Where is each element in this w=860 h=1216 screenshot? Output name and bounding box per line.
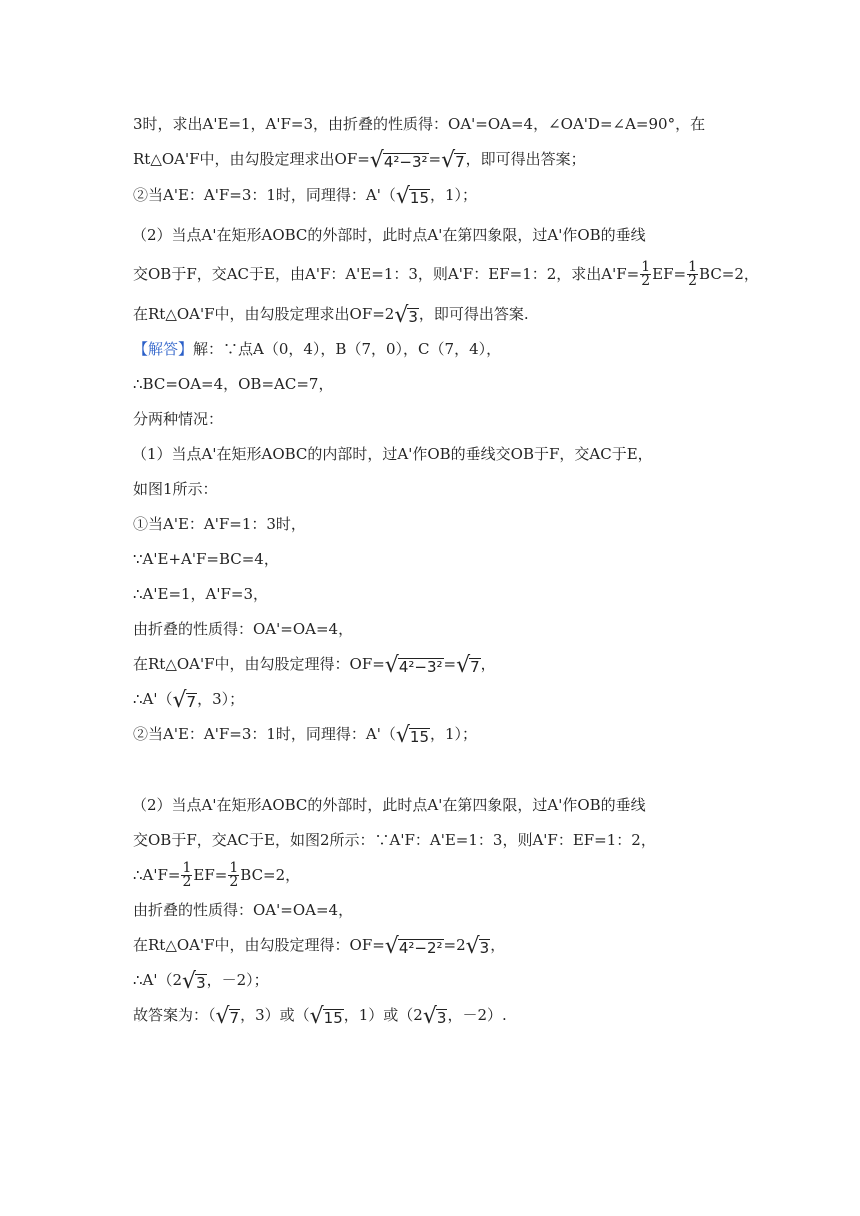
radicand: 7 <box>470 658 480 676</box>
square-root-icon: √ <box>394 302 409 328</box>
document-line <box>133 681 860 715</box>
line-text: 在Rt△OA'F中，由勾股定理得：OF= <box>133 655 385 673</box>
line-text: Rt△OA'F中，由勾股定理求出OF= <box>133 150 370 168</box>
radicand: 3 <box>196 974 206 992</box>
line-text: ①当A'E：A'F=1：3时， <box>133 515 306 533</box>
document-line <box>133 822 860 856</box>
document-line <box>133 962 860 996</box>
line-text: ， <box>490 936 506 954</box>
line-text: ∴BC=OA=4，OB=AC=7， <box>133 375 334 393</box>
line-text: 交OB于F，交AC于E，如图2所示：∵A'F：A'E=1：3，则A'F：EF=1：2， <box>133 831 656 849</box>
radicand: 4²−3² <box>398 658 443 676</box>
line-text: 在Rt△OA'F中，由勾股定理求出OF=2 <box>133 305 395 323</box>
document-line <box>133 927 860 961</box>
line-text: =2 <box>443 936 466 954</box>
line-text: ∵A'E+A'F=BC=4， <box>133 550 279 568</box>
document-line <box>133 141 860 175</box>
line-text: ， <box>480 655 496 673</box>
line-text: 交OB于F，交AC于E，由A'F：A'E=1：3，则A'F：EF=1：2，求出A'F= <box>133 265 640 283</box>
square-root-expression <box>423 998 448 1032</box>
line-text: ，3）； <box>197 690 245 708</box>
line-text: ②当A'E：A'F=3：1时，同理得：A'（ <box>133 725 396 743</box>
line-text: BC=2， <box>240 866 301 884</box>
document-line <box>133 857 860 891</box>
line-text: BC=2， <box>699 265 759 283</box>
radicand: 15 <box>409 189 430 207</box>
document-line <box>133 471 860 505</box>
square-root-icon: √ <box>384 933 399 959</box>
radicand: 15 <box>323 1009 343 1027</box>
line-text: ，1）； <box>430 725 478 743</box>
square-root-expression <box>385 647 444 681</box>
fraction-denominator: 2 <box>229 873 239 890</box>
line-text: ∴A'（2 <box>133 971 183 989</box>
square-root-icon: √ <box>215 1003 230 1029</box>
square-root-expression <box>396 178 430 212</box>
square-root-expression <box>310 998 344 1032</box>
document-line <box>133 177 860 211</box>
square-root-icon: √ <box>422 1003 437 1029</box>
square-root-expression <box>216 998 241 1032</box>
document-line <box>133 506 860 540</box>
document-line <box>133 366 860 400</box>
line-text: = <box>428 150 442 168</box>
line-text: （1）当点A'在矩形AOBC的内部时，过A'作OB的垂线交OB于F，交AC于E， <box>132 445 653 463</box>
line-text: 解：∵点A（0，4），B（7，0），C（7，4）， <box>193 340 502 358</box>
fraction-denominator: 2 <box>182 873 192 890</box>
line-text: 3时，求出A'E=1，A'F=3，由折叠的性质得：OA'=OA=4，∠OA'D=∠A=90°，在 <box>133 115 706 133</box>
line-text: 在Rt△OA'F中，由勾股定理得：OF= <box>133 936 385 954</box>
document-line <box>133 256 860 290</box>
radicand: 3 <box>408 308 418 326</box>
line-text: ，1）； <box>430 186 478 204</box>
line-text: ，－2）. <box>447 1006 507 1024</box>
radicand: 4²−3² <box>383 153 428 171</box>
fraction-numerator: 1 <box>641 258 651 275</box>
document-line <box>133 331 860 365</box>
radicand: 7 <box>186 693 197 711</box>
document-line <box>133 106 860 140</box>
line-text: 由折叠的性质得：OA'=OA=4， <box>133 620 354 638</box>
document-line <box>133 401 860 435</box>
document-line <box>133 296 860 330</box>
fraction <box>228 859 239 890</box>
radicand: 3 <box>479 939 490 957</box>
line-text: ∴A'F= <box>133 866 181 884</box>
line-text: （2）当点A'在矩形AOBC的外部时，此时点A'在第四象限，过A'作OB的垂线 <box>132 796 646 814</box>
radicand: 3 <box>436 1009 447 1027</box>
line-text: （2）当点A'在矩形AOBC的外部时，此时点A'在第四象限，过A'作OB的垂线 <box>132 226 646 244</box>
line-text: ∴A'E=1，A'F=3， <box>133 585 269 603</box>
document-line <box>133 611 860 645</box>
line-text: 由折叠的性质得：OA'=OA=4， <box>133 901 354 919</box>
square-root-icon: √ <box>384 652 399 678</box>
square-root-expression <box>466 928 491 962</box>
square-root-expression <box>370 142 429 176</box>
radicand: 7 <box>455 153 465 171</box>
line-text: EF= <box>652 265 687 283</box>
square-root-expression <box>394 297 419 331</box>
document-line <box>133 646 860 680</box>
line-text: ，－2）； <box>206 971 269 989</box>
fraction <box>687 258 698 289</box>
answer-label: 【解答】 <box>133 340 194 358</box>
square-root-expression <box>385 928 444 962</box>
line-text: 分两种情况： <box>133 410 224 428</box>
document-line <box>132 217 860 251</box>
line-text: EF= <box>193 866 228 884</box>
fraction-numerator: 1 <box>688 258 698 275</box>
radicand: 4²−2² <box>398 939 443 957</box>
line-text: ∴A'（ <box>133 690 173 708</box>
document-line <box>133 997 860 1031</box>
line-text: ，3）或（ <box>240 1006 310 1024</box>
document-line <box>132 787 860 821</box>
document-line <box>133 892 860 926</box>
square-root-expression <box>456 647 481 681</box>
square-root-icon: √ <box>309 1003 324 1029</box>
line-text: ，即可得出答案； <box>465 150 586 168</box>
square-root-icon: √ <box>395 183 410 209</box>
document-line <box>133 541 860 575</box>
line-text: ，即可得出答案. <box>418 305 529 323</box>
fraction-denominator: 2 <box>641 272 651 289</box>
fraction-denominator: 2 <box>688 272 698 289</box>
square-root-expression <box>396 717 430 751</box>
radicand: 7 <box>229 1009 240 1027</box>
line-text: ，1）或（2 <box>343 1006 423 1024</box>
document-line <box>133 576 860 610</box>
square-root-icon: √ <box>182 968 197 994</box>
square-root-icon: √ <box>456 652 471 678</box>
square-root-icon: √ <box>465 933 480 959</box>
square-root-expression <box>441 142 466 176</box>
square-root-icon: √ <box>172 687 187 713</box>
fraction <box>181 859 192 890</box>
square-root-icon: √ <box>441 147 456 173</box>
line-text: 故答案为：（ <box>133 1006 216 1024</box>
line-text: = <box>443 655 457 673</box>
square-root-icon: √ <box>369 147 384 173</box>
fraction <box>640 258 651 289</box>
square-root-icon: √ <box>395 722 410 748</box>
line-text: ②当A'E：A'F=3：1时，同理得：A'（ <box>133 186 396 204</box>
fraction-numerator: 1 <box>182 859 192 876</box>
fraction-numerator: 1 <box>229 859 239 876</box>
line-text: 如图1所示： <box>133 480 218 498</box>
square-root-expression <box>182 963 207 997</box>
square-root-expression <box>173 682 198 716</box>
radicand: 15 <box>409 728 430 746</box>
document-line <box>133 716 860 750</box>
document-line <box>132 436 860 470</box>
